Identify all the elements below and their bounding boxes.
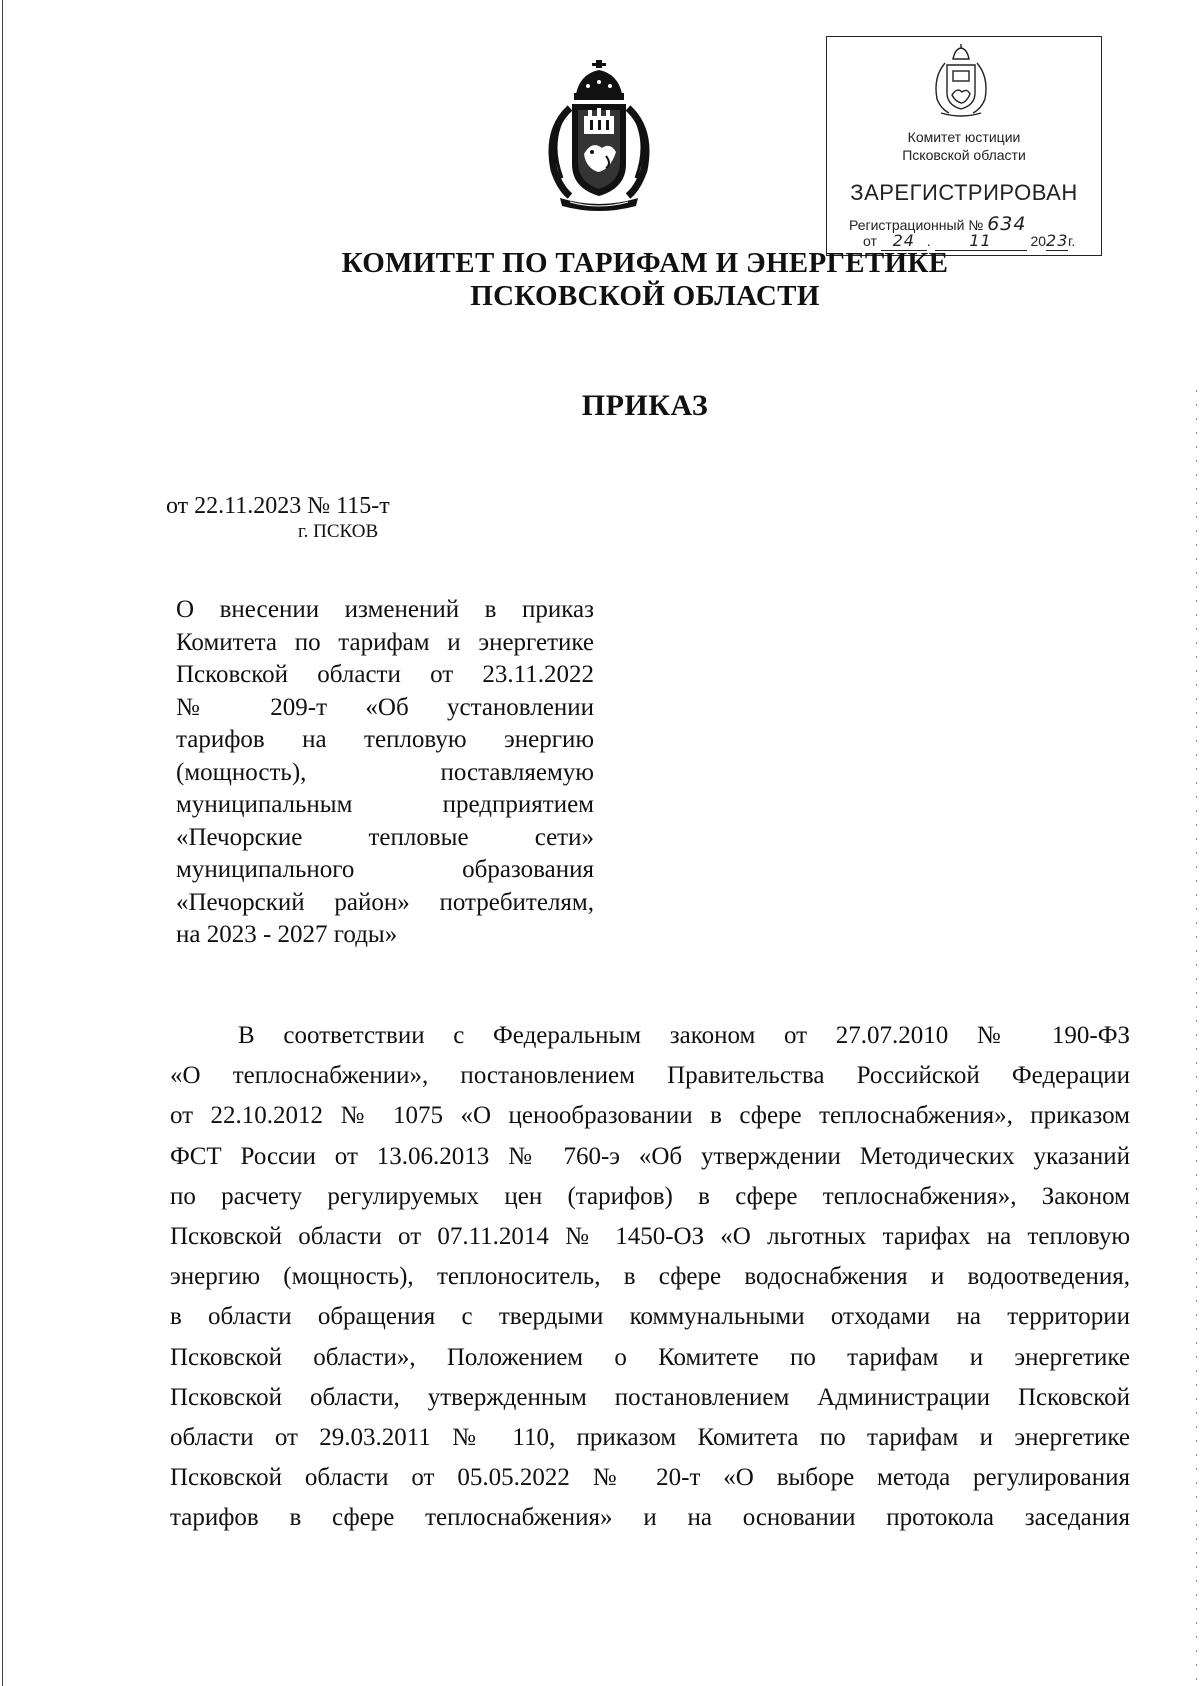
stamp-org-line1: Комитет юстиции (907, 129, 1021, 145)
stamp-reg-label: Регистрационный № (849, 217, 984, 233)
body-line: В соответствии с Федеральным законом от 27.07.2010 № 190-ФЗ (238, 1022, 1130, 1049)
body-line: от 22.10.2012 № 1075 «О ценообразовании в сфере теплоснабжения», приказом (170, 1102, 1130, 1130)
subject-line: О внесении изменений в приказ (176, 596, 594, 623)
subject-line: на 2023 - 2027 годы» (176, 921, 398, 948)
org-title-line2: ПСКОВСКОЙ ОБЛАСТИ (470, 280, 820, 312)
stamp-date-day: 24 (881, 231, 927, 251)
document-date-number: от 22.11.2023 № 115-т (166, 493, 390, 519)
subject-line: Комитета по тарифам и энергетике (176, 628, 594, 656)
subject-line: № 209-т «Об установлении (176, 693, 594, 721)
stamp-status: ЗАРЕГИСТРИРОВАН (850, 180, 1078, 205)
subject-line: муниципальным предприятием (176, 791, 594, 818)
document-subject (176, 594, 594, 952)
document-body (170, 1016, 1130, 1539)
subject-line: тарифов на тепловую энергию (176, 726, 594, 753)
subject-line: «Печорский район» потребителям, (176, 888, 594, 916)
stamp-org-line2: Псковской области (902, 147, 1026, 163)
document-type: ПРИКАЗ (581, 389, 709, 422)
body-line: «О теплоснабжении», постановлением Правительства Российской Федерации (170, 1062, 1130, 1090)
subject-line: Псковской области от 23.11.2022 (176, 661, 594, 688)
body-line: Псковской области от 07.11.2014 № 1450-ОЗ «О льготных тарифах на тепловую (170, 1223, 1130, 1251)
body-line: области от 29.03.2011 № 110, приказом Комитета по тарифам и энергетике (170, 1424, 1130, 1452)
stamp-date-month: 11 (935, 231, 1027, 251)
stamp-date-suffix: г. (1068, 233, 1076, 249)
org-title-line1: КОМИТЕТ ПО ТАРИФАМ И ЭНЕРГЕТИКЕ (341, 247, 949, 279)
body-line: Псковской области», Положением о Комитете по тарифам и энергетике (170, 1343, 1130, 1371)
body-line: Псковской области, утвержденным постановлением Администрации Псковской (170, 1383, 1130, 1411)
coat-of-arms-icon (540, 60, 658, 212)
body-line: в области обращения с твердыми коммунальными отходами на территории (170, 1303, 1130, 1331)
coat-of-arms-icon (931, 43, 991, 117)
scan-edge-right (1196, 390, 1197, 1680)
subject-line: «Печорские тепловые сети» (176, 823, 594, 851)
stamp-date: от 24 . 11 2023г. (863, 231, 1076, 250)
body-line: ФСТ России от 13.06.2013 № 760-э «Об утверждении Методических указаний (170, 1142, 1130, 1170)
document-city: г. ПСКОВ (298, 521, 379, 542)
subject-line: (мощность), поставляемую (176, 758, 594, 786)
registration-stamp (826, 36, 1102, 256)
body-line: по расчету регулируемых цен (тарифов) в сфере теплоснабжения», Законом (170, 1182, 1130, 1210)
stamp-reg-number: 634 (987, 213, 1027, 235)
body-line: энергию (мощность), теплоноситель, в сфере водоснабжения и водоотведения, (170, 1263, 1130, 1291)
subject-line: муниципального образования (176, 856, 594, 883)
stamp-date-prefix: от (863, 233, 877, 249)
stamp-date-year: 23 (1046, 231, 1069, 250)
stamp-date-year-prefix: 20 (1030, 233, 1047, 249)
body-line: тарифов в сфере теплоснабжения» и на основании протокола заседания (170, 1504, 1130, 1532)
body-line: Псковской области от 05.05.2022 № 20-т «О выборе метода регулирования (170, 1464, 1130, 1492)
